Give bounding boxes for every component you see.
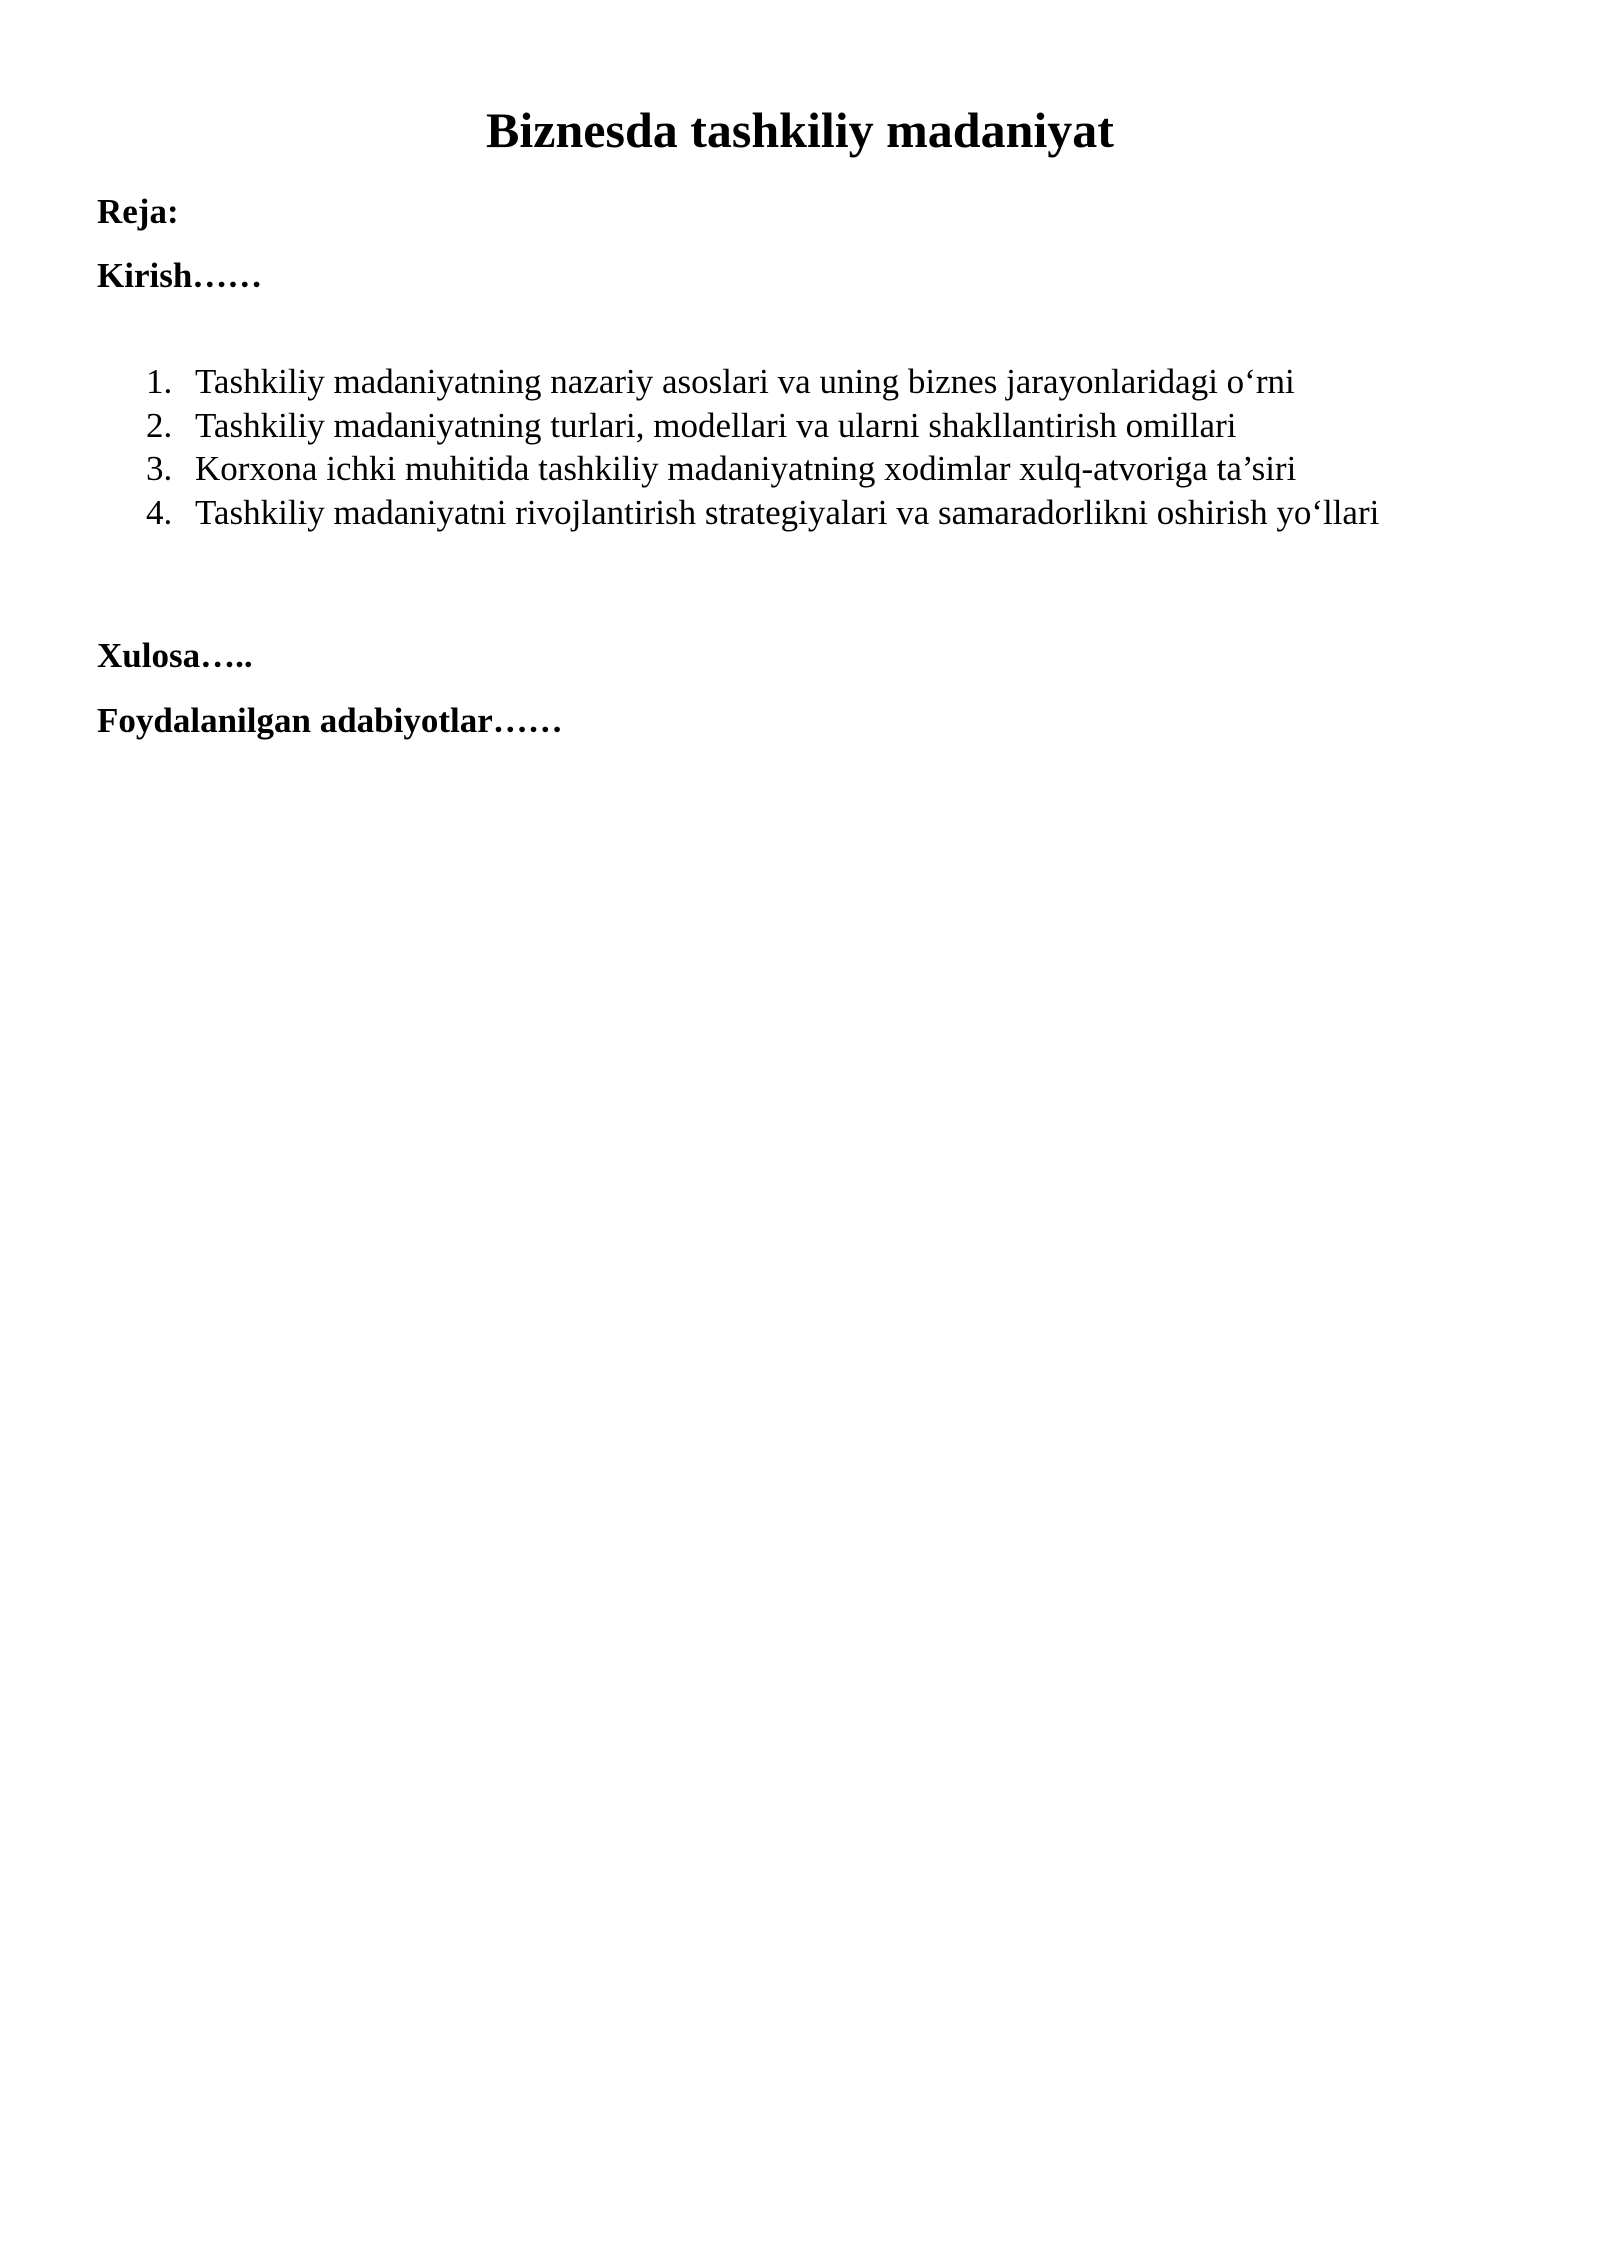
document-title: Biznesda tashkiliy madaniyat: [486, 102, 1114, 158]
references-label: Foydalanilgan adabiyotlar……: [97, 701, 563, 740]
plan-item-text: Tashkiliy madaniyatni rivojlantirish strategiyalari va samaradorlikni oshirish yo‘llari: [195, 492, 1380, 532]
conclusion-label: Xulosa…..: [97, 636, 253, 675]
plan-label: Reja:: [97, 192, 179, 231]
plan-item-number: 1.: [146, 362, 173, 401]
intro-label: Kirish……: [97, 256, 263, 295]
plan-item-text: Tashkiliy madaniyatning nazariy asoslari va uning biznes jarayonlaridagi o‘rni: [195, 362, 1295, 401]
plan-item-number: 2.: [146, 405, 173, 445]
plan-item-text: Korxona ichki muhitida tashkiliy madaniyatning xodimlar xulq-atvoriga ta’siri: [195, 449, 1297, 488]
plan-item-text: Tashkiliy madaniyatning turlari, modellari va ularni shakllantirish omillari: [195, 405, 1237, 445]
plan-item-number: 4.: [146, 492, 173, 532]
plan-item-number: 3.: [146, 449, 173, 488]
